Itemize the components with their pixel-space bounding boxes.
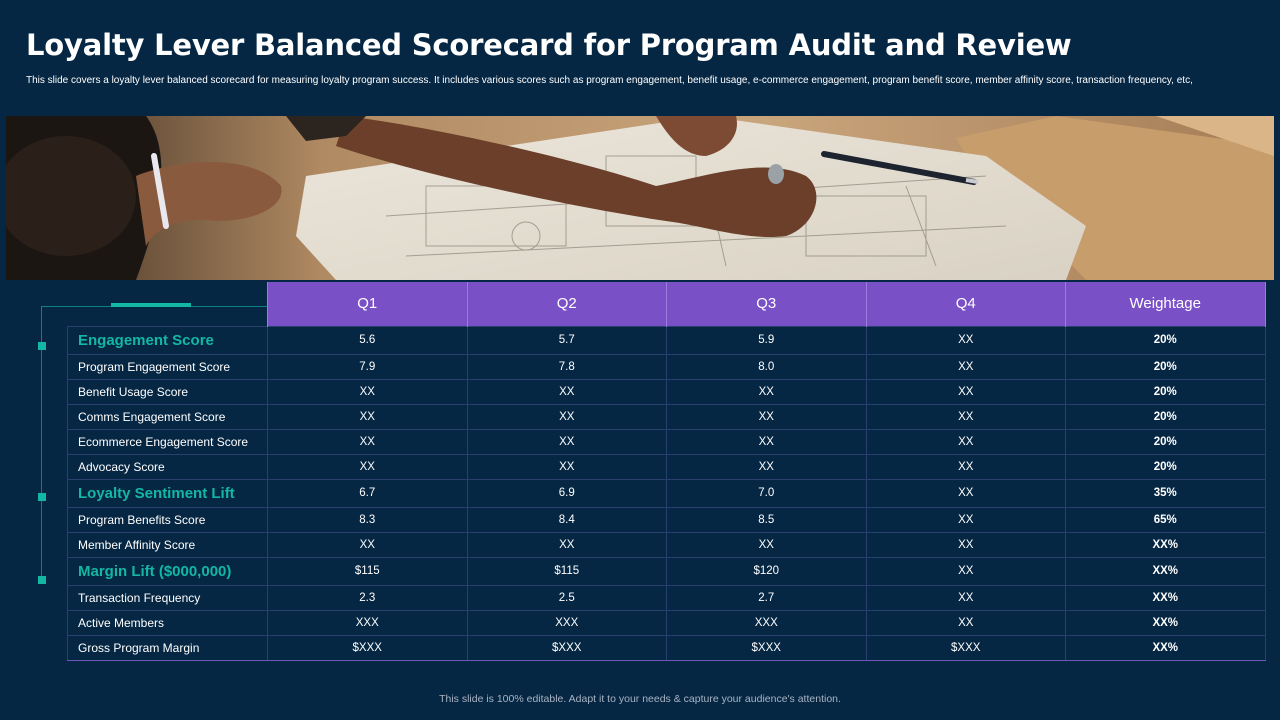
quarter-value-cell: XX <box>866 454 1066 479</box>
quarter-value-cell: 6.9 <box>467 479 667 507</box>
weightage-cell: XX% <box>1066 635 1266 660</box>
table-row <box>68 635 1266 660</box>
quarter-value-cell: XX <box>667 379 867 404</box>
weightage-cell: 20% <box>1066 429 1266 454</box>
header-weightage: Weightage <box>1066 282 1266 326</box>
quarter-value-cell: XX <box>866 557 1066 585</box>
quarter-value-cell: XX <box>866 479 1066 507</box>
quarter-value-cell: XX <box>667 429 867 454</box>
quarter-value-cell: 7.0 <box>667 479 867 507</box>
row-label: Active Members <box>68 610 268 635</box>
quarter-value-cell: XX <box>866 326 1066 354</box>
quarter-value-cell: XX <box>268 454 468 479</box>
header-blank-cell <box>68 282 268 326</box>
row-label: Program Benefits Score <box>68 507 268 532</box>
quarter-value-cell: $XXX <box>467 635 667 660</box>
quarter-value-cell: XX <box>866 507 1066 532</box>
table-row <box>68 404 1266 429</box>
quarter-value-cell: $120 <box>667 557 867 585</box>
quarter-value-cell: 8.3 <box>268 507 468 532</box>
table-row <box>68 532 1266 557</box>
table-row <box>68 429 1266 454</box>
row-label: Gross Program Margin <box>68 635 268 660</box>
row-label: Advocacy Score <box>68 454 268 479</box>
quarter-value-cell: XX <box>866 585 1066 610</box>
quarter-value-cell: 5.7 <box>467 326 667 354</box>
quarter-value-cell: XX <box>866 379 1066 404</box>
weightage-cell: 65% <box>1066 507 1266 532</box>
quarter-value-cell: XX <box>268 532 468 557</box>
row-label: Comms Engagement Score <box>68 404 268 429</box>
quarter-value-cell: XX <box>268 429 468 454</box>
quarter-value-cell: 8.4 <box>467 507 667 532</box>
table-row <box>68 507 1266 532</box>
scorecard-table <box>67 282 1266 661</box>
weightage-cell: XX% <box>1066 557 1266 585</box>
quarter-value-cell: XXX <box>667 610 867 635</box>
header-q2: Q2 <box>467 282 667 326</box>
bullet-engagement-icon <box>38 342 46 350</box>
table-body <box>68 326 1266 660</box>
quarter-value-cell: 7.9 <box>268 354 468 379</box>
weightage-cell: 20% <box>1066 379 1266 404</box>
table-row <box>68 379 1266 404</box>
quarter-value-cell: XX <box>467 454 667 479</box>
weightage-cell: XX% <box>1066 610 1266 635</box>
slide-subtitle: This slide covers a loyalty lever balanced scorecard for measuring loyalty program success. It includes various scores such as program engagement, benefit usage, e-commerce engagement, program benefit score, member affinity score, transaction frequency, etc, <box>26 75 1193 86</box>
quarter-value-cell: XXX <box>268 610 468 635</box>
quarter-value-cell: $XXX <box>866 635 1066 660</box>
header-q4: Q4 <box>866 282 1066 326</box>
table-row <box>68 610 1266 635</box>
quarter-value-cell: XX <box>866 354 1066 379</box>
table-header-row <box>68 282 1266 326</box>
quarter-value-cell: XX <box>667 454 867 479</box>
quarter-value-cell: 7.8 <box>467 354 667 379</box>
header-q1: Q1 <box>268 282 468 326</box>
quarter-value-cell: 6.7 <box>268 479 468 507</box>
bullet-sentiment-icon <box>38 493 46 501</box>
weightage-cell: 20% <box>1066 404 1266 429</box>
quarter-value-cell: XX <box>866 404 1066 429</box>
row-label: Transaction Frequency <box>68 585 268 610</box>
quarter-value-cell: XX <box>467 404 667 429</box>
quarter-value-cell: 2.7 <box>667 585 867 610</box>
quarter-value-cell: XX <box>467 429 667 454</box>
header-q3: Q3 <box>667 282 867 326</box>
weightage-cell: 20% <box>1066 354 1266 379</box>
weightage-cell: XX% <box>1066 532 1266 557</box>
quarter-value-cell: XX <box>268 379 468 404</box>
quarter-value-cell: $115 <box>467 557 667 585</box>
row-label: Benefit Usage Score <box>68 379 268 404</box>
quarter-value-cell: 2.5 <box>467 585 667 610</box>
quarter-value-cell: $115 <box>268 557 468 585</box>
table-group-row <box>68 557 1266 585</box>
table-row <box>68 454 1266 479</box>
row-label: Margin Lift ($000,000) <box>68 557 268 585</box>
quarter-value-cell: 8.5 <box>667 507 867 532</box>
row-label: Program Engagement Score <box>68 354 268 379</box>
weightage-cell: XX% <box>1066 585 1266 610</box>
table-group-row <box>68 479 1266 507</box>
table-row <box>68 354 1266 379</box>
quarter-value-cell: $XXX <box>268 635 468 660</box>
quarter-value-cell: XX <box>667 532 867 557</box>
quarter-value-cell: XX <box>268 404 468 429</box>
quarter-value-cell: 2.3 <box>268 585 468 610</box>
quarter-value-cell: $XXX <box>667 635 867 660</box>
footer-note: This slide is 100% editable. Adapt it to your needs & capture your audience's attention. <box>439 693 841 705</box>
quarter-value-cell: XX <box>866 429 1066 454</box>
quarter-value-cell: XX <box>866 532 1066 557</box>
row-label: Ecommerce Engagement Score <box>68 429 268 454</box>
hero-photo <box>6 116 1274 280</box>
row-label: Member Affinity Score <box>68 532 268 557</box>
row-label: Engagement Score <box>68 326 268 354</box>
quarter-value-cell: XX <box>866 610 1066 635</box>
slide-title: Loyalty Lever Balanced Scorecard for Program Audit and Review <box>26 28 1072 62</box>
quarter-value-cell: 5.9 <box>667 326 867 354</box>
bullet-margin-icon <box>38 576 46 584</box>
weightage-cell: 20% <box>1066 454 1266 479</box>
table-row <box>68 585 1266 610</box>
quarter-value-cell: 8.0 <box>667 354 867 379</box>
quarter-value-cell: XXX <box>467 610 667 635</box>
weightage-cell: 35% <box>1066 479 1266 507</box>
row-label: Loyalty Sentiment Lift <box>68 479 268 507</box>
table-group-row <box>68 326 1266 354</box>
quarter-value-cell: XX <box>467 532 667 557</box>
photo-illustration <box>6 116 1274 280</box>
quarter-value-cell: XX <box>467 379 667 404</box>
weightage-cell: 20% <box>1066 326 1266 354</box>
quarter-value-cell: 5.6 <box>268 326 468 354</box>
quarter-value-cell: XX <box>667 404 867 429</box>
